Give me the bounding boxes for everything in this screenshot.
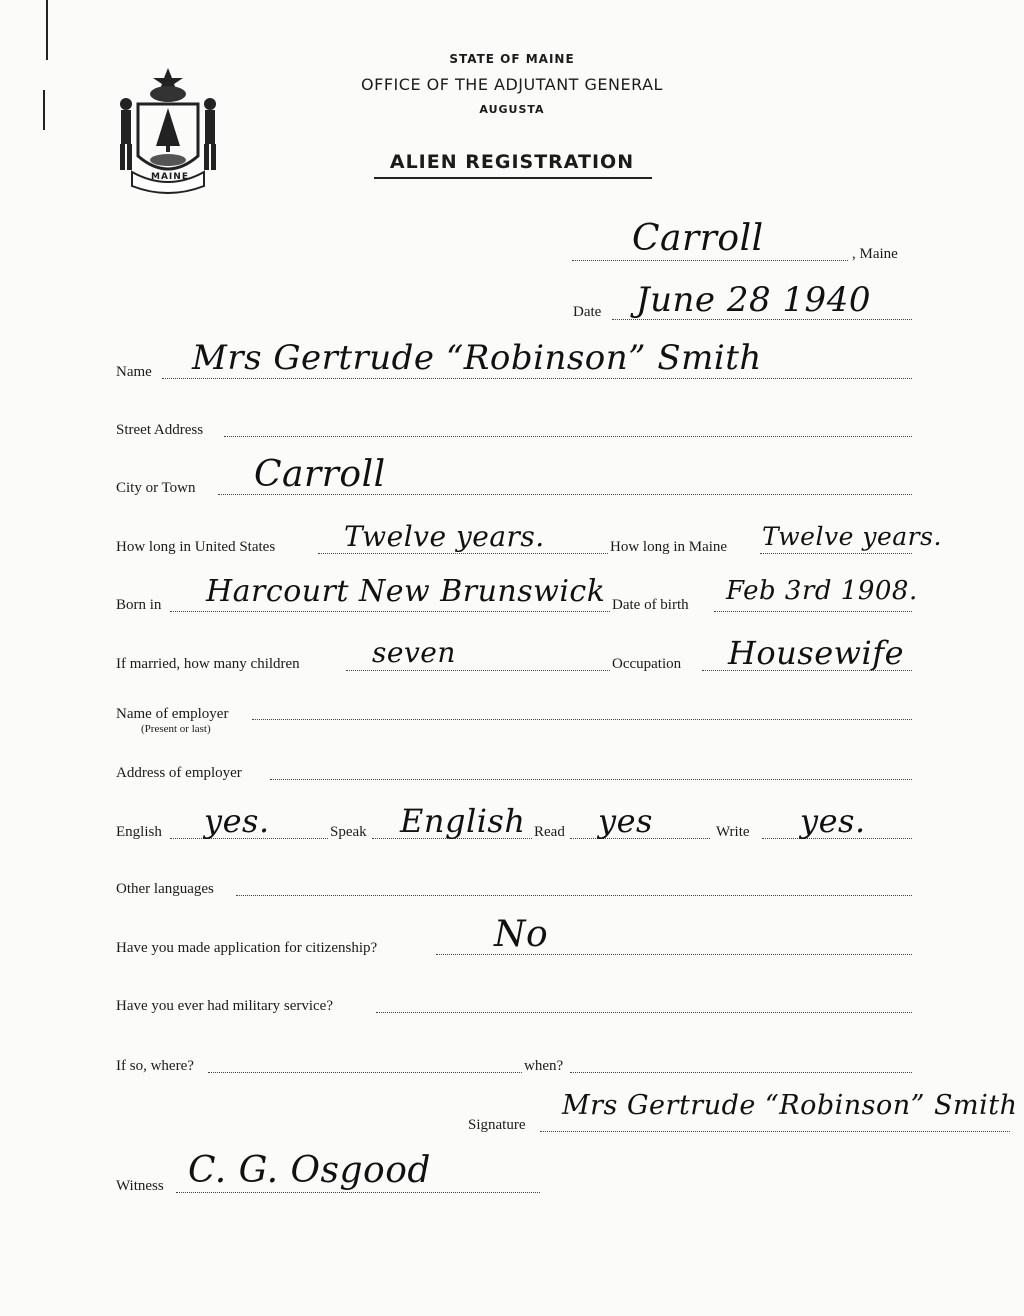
witness-line	[176, 1192, 540, 1193]
military-line	[376, 1012, 912, 1013]
town-line	[572, 260, 848, 261]
military-label: Have you ever had military service?	[116, 998, 333, 1014]
when-label: when?	[524, 1058, 564, 1074]
date-label: Date	[573, 304, 602, 320]
write-value: yes.	[800, 802, 866, 840]
speak-value: English	[400, 802, 526, 840]
where-label: If so, where?	[116, 1058, 194, 1074]
street-address-line	[224, 436, 912, 437]
office-heading: OFFICE OF THE ADJUTANT GENERAL	[361, 75, 663, 94]
town-value: Carroll	[632, 218, 764, 259]
state-heading: STATE OF MAINE	[449, 52, 575, 66]
citizenship-label: Have you made application for citizenship?	[116, 940, 378, 956]
city-heading: AUGUSTA	[479, 103, 545, 116]
town-suffix: , Maine	[852, 246, 898, 262]
form-title: ALIEN REGISTRATION	[389, 151, 635, 173]
occupation-label: Occupation	[612, 656, 682, 672]
english-label: English	[116, 824, 162, 840]
born-in-value: Harcourt New Brunswick	[206, 574, 606, 609]
maine-duration-label: How long in Maine	[610, 539, 728, 555]
birth-date-value: Feb 3rd 1908.	[726, 576, 918, 606]
speak-label: Speak	[330, 824, 367, 840]
born-in-label: Born in	[116, 597, 162, 613]
title-underline	[374, 177, 652, 179]
children-line	[346, 670, 610, 671]
scan-mark	[46, 0, 48, 60]
where-line	[208, 1072, 522, 1073]
date-value: June 28 1940	[636, 280, 871, 320]
witness-label: Witness	[116, 1178, 164, 1194]
born-in-line	[170, 611, 610, 612]
maine-duration-line	[760, 553, 912, 554]
employer-address-label: Address of employer	[116, 765, 242, 781]
signature-line	[540, 1131, 1010, 1132]
name-value: Mrs Gertrude “Robinson” Smith	[192, 338, 762, 378]
children-value: seven	[372, 636, 456, 669]
name-line	[162, 378, 912, 379]
occupation-value: Housewife	[728, 634, 905, 672]
other-languages-line	[236, 895, 912, 896]
employer-name-line	[252, 719, 912, 720]
read-value: yes	[598, 802, 653, 840]
english-value: yes.	[204, 802, 270, 840]
city-label: City or Town	[116, 480, 196, 496]
seal-banner-text: MAINE	[151, 172, 189, 182]
street-address-label: Street Address	[116, 422, 204, 438]
witness-value: C. G. Osgood	[188, 1150, 431, 1191]
us-duration-value: Twelve years.	[344, 520, 545, 553]
citizenship-value: No	[494, 914, 549, 955]
employer-address-line	[270, 779, 912, 780]
signature-label: Signature	[468, 1117, 526, 1133]
birth-date-line	[714, 611, 912, 612]
us-duration-label: How long in United States	[116, 539, 276, 555]
children-label: If married, how many children	[116, 656, 300, 672]
city-value: Carroll	[254, 454, 386, 495]
name-label: Name	[116, 364, 152, 380]
us-duration-line	[318, 553, 608, 554]
write-label: Write	[716, 824, 750, 840]
other-languages-label: Other languages	[116, 881, 214, 897]
when-line	[570, 1072, 912, 1073]
birth-date-label: Date of birth	[612, 597, 689, 613]
employer-name-sublabel: (Present or last)	[141, 723, 211, 735]
read-label: Read	[534, 824, 565, 840]
employer-name-label: Name of employer	[116, 706, 229, 722]
maine-duration-value: Twelve years.	[762, 522, 942, 551]
signature-value: Mrs Gertrude “Robinson” Smith	[562, 1090, 1018, 1121]
